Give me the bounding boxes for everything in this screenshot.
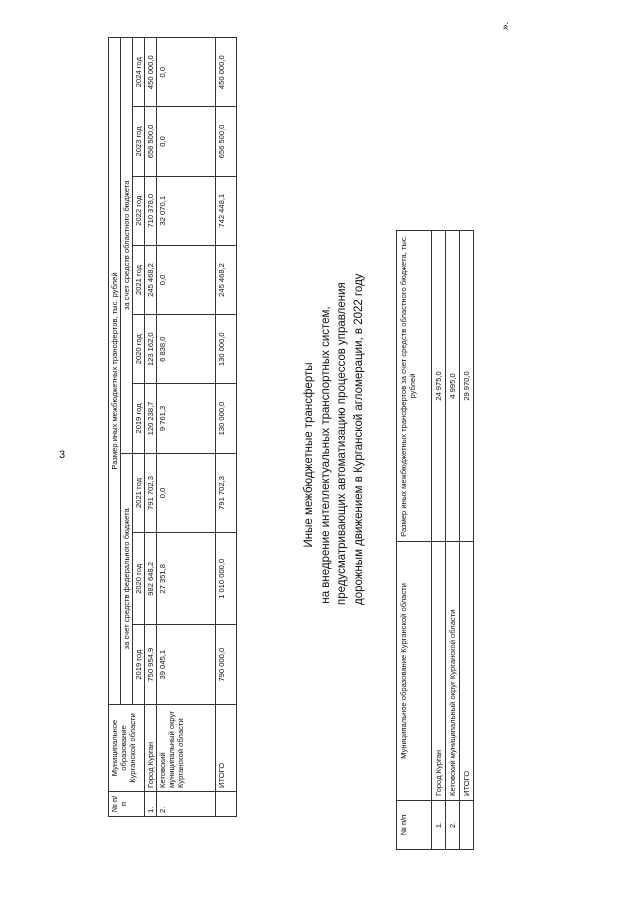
year-header: 2023 год <box>133 107 145 176</box>
regional-header: за счет средств областного бюджета <box>121 38 133 454</box>
col-municipality-header: Муниципальное образование Курганской области <box>397 542 432 801</box>
cell-value: 450 000,0 <box>145 38 157 107</box>
row-name: Город Курган <box>432 542 446 801</box>
cell-value: 1 010 000,0 <box>216 533 237 625</box>
cell-value: 120 238,7 <box>145 384 157 453</box>
row-name: ИТОГО <box>460 542 474 801</box>
table-row <box>145 38 157 817</box>
cell-amount: 4 995,0 <box>446 231 460 542</box>
row-num <box>460 801 474 850</box>
cell-value: 39 045,1 <box>157 625 216 705</box>
col-num-header: № п/п <box>397 801 432 850</box>
table-row <box>446 231 460 850</box>
title-line: Иные межбюджетные трансферты <box>303 362 315 548</box>
cell-value: 656 500,0 <box>216 107 237 176</box>
year-header: 2020 год <box>133 315 145 384</box>
cell-value: 750 954,9 <box>145 625 157 705</box>
year-header: 2019 год <box>133 384 145 453</box>
page-number: 3 <box>58 448 66 461</box>
closing-quote: ». <box>500 21 511 30</box>
year-header: 2021 год <box>133 453 145 533</box>
table-row <box>432 231 446 850</box>
cell-value: 710 378,0 <box>145 176 157 245</box>
row-num: 1. <box>145 792 157 817</box>
cell-value: 982 648,2 <box>145 533 157 625</box>
federal-header: за счет средств федерального бюджета <box>121 453 133 704</box>
col-amount-header: Размер иных межбюджетных трансфертов за счет средств областного бюджета, тыс. рублей <box>397 231 432 542</box>
cell-value: 656 500,0 <box>145 107 157 176</box>
col-municipality-header: Муниципальное образование Курганской области <box>109 705 145 792</box>
cell-value: 6 838,0 <box>157 315 216 384</box>
title-line: на внедрение интеллектуальных транспортных систем, <box>319 306 332 604</box>
cell-value: 742 448,1 <box>216 176 237 245</box>
year-header: 2022 год <box>133 176 145 245</box>
cell-value: 27 351,8 <box>157 533 216 625</box>
cell-value: 130 000,0 <box>216 384 237 453</box>
year-header: 2021 год <box>133 245 145 314</box>
year-header: 2024 год <box>133 38 145 107</box>
row-num: 2. <box>446 801 460 850</box>
table-row <box>157 38 216 817</box>
row-num: 2. <box>157 792 216 817</box>
table-row-total <box>460 231 474 850</box>
row-num: 1. <box>432 801 446 850</box>
cell-value: 0,0 <box>157 245 216 314</box>
cell-amount: 29 970,0 <box>460 231 474 542</box>
cell-value: 0,0 <box>157 453 216 533</box>
cell-value: 130 000,0 <box>216 315 237 384</box>
cell-value: 791 702,3 <box>145 453 157 533</box>
col-num-header: № п/п <box>109 792 145 817</box>
cell-value: 32 070,1 <box>157 176 216 245</box>
table-row-total <box>216 38 237 817</box>
cell-amount: 24 975,0 <box>432 231 446 542</box>
group-header: Размер иных межбюджетных трансфертов, тыс. рублей <box>109 38 121 705</box>
transfers-table-2022 <box>396 230 474 850</box>
row-num <box>216 792 237 817</box>
cell-value: 245 468,2 <box>216 245 237 314</box>
cell-value: 791 702,3 <box>216 453 237 533</box>
cell-value: 245 468,2 <box>145 245 157 314</box>
cell-value: 123 162,0 <box>145 315 157 384</box>
cell-value: 0,0 <box>157 38 216 107</box>
cell-value: 450 000,0 <box>216 38 237 107</box>
row-name: Город Курган <box>145 705 157 792</box>
cell-value: 9 761,3 <box>157 384 216 453</box>
cell-value: 0,0 <box>157 107 216 176</box>
title-line: предусматривающих автоматизацию процессов управления <box>336 282 348 605</box>
row-name: Кетовский муниципальный округ Курганской области <box>157 705 216 792</box>
cell-value: 790 000,0 <box>216 625 237 705</box>
title-line: дорожным движением в Курганской агломерации, в 2022 году <box>352 273 365 605</box>
transfers-table-2019-2024 <box>108 37 237 817</box>
year-header: 2020 год <box>133 533 145 625</box>
row-name: Кетовский муниципальный округ Курганской области <box>446 542 460 801</box>
year-header: 2019 год <box>133 625 145 705</box>
section-title <box>301 273 367 605</box>
row-name: ИТОГО <box>216 705 237 792</box>
